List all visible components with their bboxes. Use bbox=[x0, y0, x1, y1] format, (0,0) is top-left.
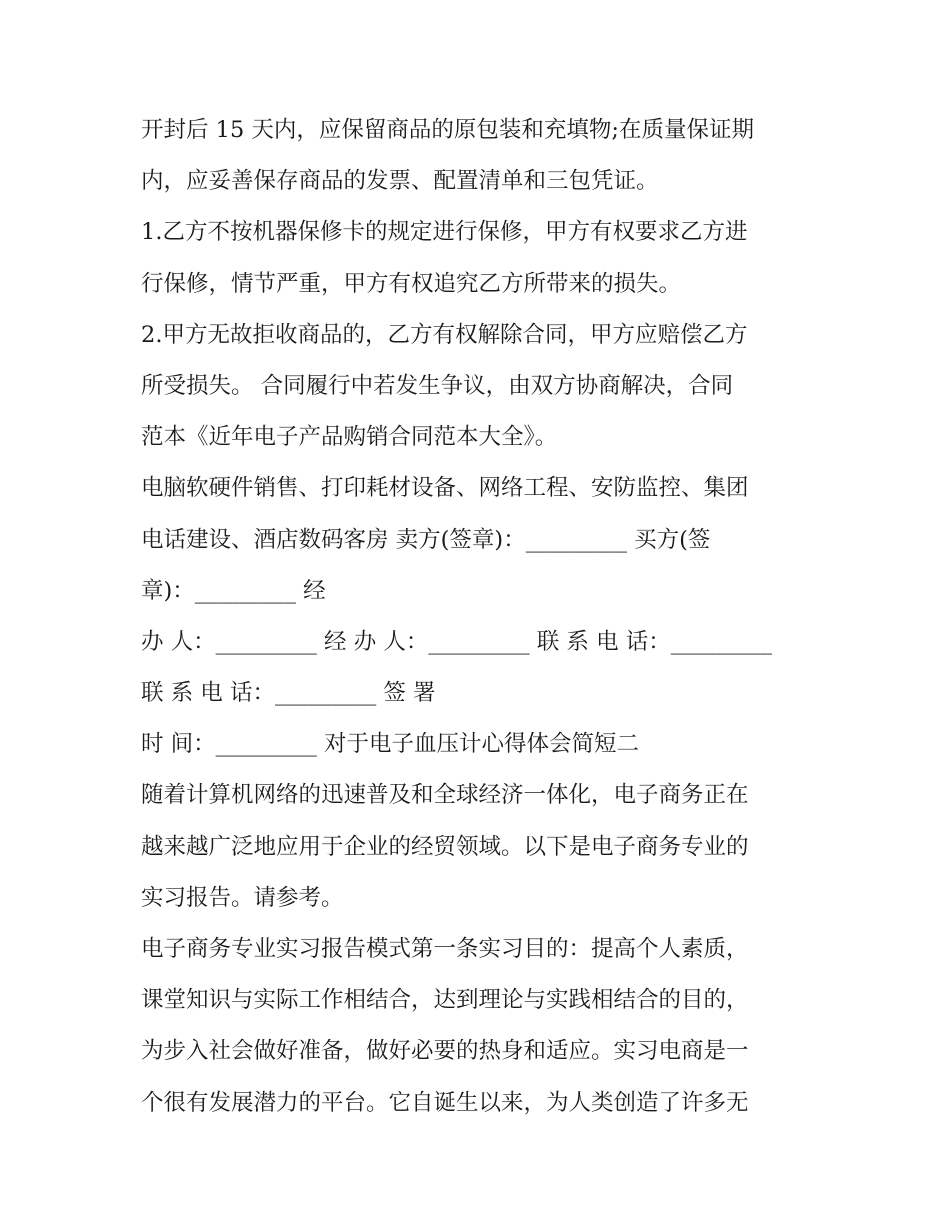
text-line: 个很有发展潜力的平台。它自诞生以来，为人类创造了许多无 bbox=[141, 1089, 749, 1116]
document-body bbox=[141, 105, 821, 1129]
text-line: 电子商务专业实习报告模式第一条实习目的：提高个人素质， bbox=[141, 936, 749, 962]
text-line: 章)：_________ 经 bbox=[141, 577, 326, 604]
text-line: 范本《近年电子产品购销合同范本大全》。 bbox=[141, 424, 558, 451]
text-line: 电脑软硬件销售、打印耗材设备、网络工程、安防监控、集团 bbox=[141, 475, 749, 502]
text-line: 越来越广泛地应用于企业的经贸领域。以下是电子商务专业的 bbox=[141, 833, 749, 860]
text-line: 2.甲方无故拒收商品的，乙方有权解除合同，甲方应赔偿乙方 bbox=[141, 321, 748, 348]
text-line: 联 系 电 话：_________ 签 署 bbox=[141, 680, 436, 707]
text-line: 为步入社会做好准备，做好必要的热身和适应。实习电商是一 bbox=[141, 1038, 749, 1065]
text-line: 随着计算机网络的迅速普及和全球经济一体化，电子商务正在 bbox=[141, 782, 749, 809]
text-line: 内，应妥善保存商品的发票、配置清单和三包凭证。 bbox=[141, 168, 659, 195]
text-line: 课堂知识与实际工作相结合，达到理论与实践相结合的目的， bbox=[141, 987, 749, 1014]
text-line: 行保修，情节严重，甲方有权追究乙方所带来的损失。 bbox=[141, 270, 682, 297]
text-line: 1.乙方不按机器保修卡的规定进行保修，甲方有权要求乙方进 bbox=[141, 219, 748, 246]
text-line: 办 人：_________ 经 办 人：_________ 联 系 电 话：_________ bbox=[141, 628, 772, 655]
text-line: 所受损失。 合同履行中若发生争议，由双方协商解决，合同 bbox=[141, 372, 734, 399]
text-line: 电话建设、酒店数码客房 卖方(签章)：_________ 买方(签 bbox=[141, 526, 711, 553]
text-line: 实习报告。请参考。 bbox=[141, 884, 344, 911]
text-line: 时 间：_________ 对于电子血压计心得体会简短二 bbox=[141, 731, 640, 758]
text-line: 开封后 15 天内，应保留商品的原包装和充填物;在质量保证期 bbox=[141, 117, 755, 143]
